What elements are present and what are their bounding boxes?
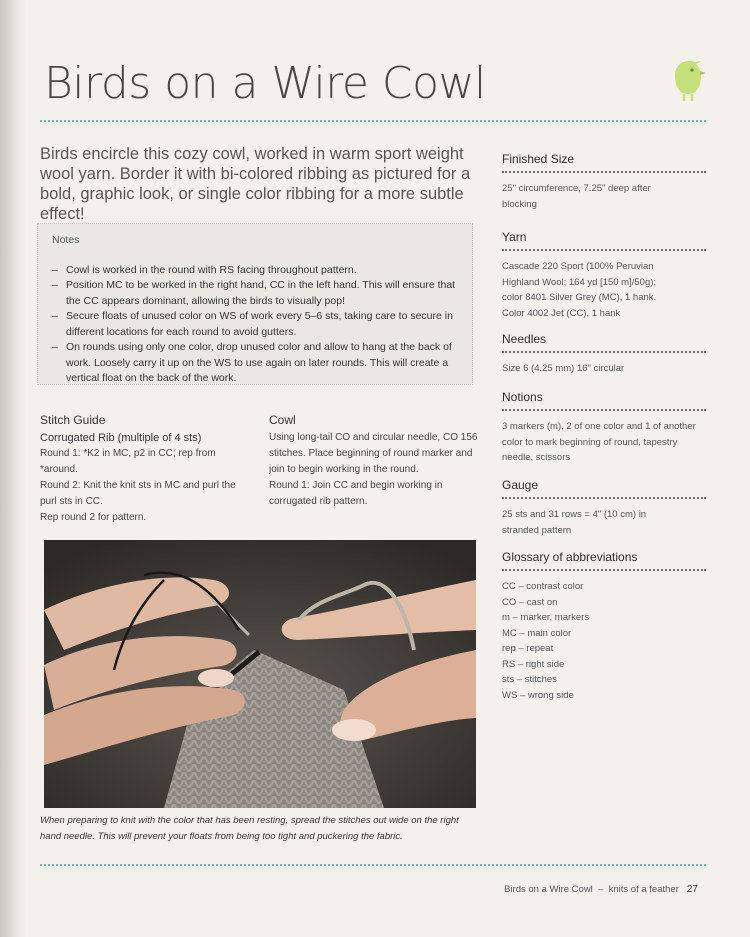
needles-section bbox=[502, 332, 706, 390]
notes-title: Notes bbox=[52, 234, 80, 246]
section-body: 25" circumference, 7.25" deep after blocking bbox=[502, 183, 651, 210]
list-item: – Secure floats of unused color on WS of work every 5–6 sts, taking care to secure in different locations for each round to avoid gutters. bbox=[52, 309, 462, 340]
photo-caption: When preparing to knit with the color that has been resting, spread the stitches out wide on the right hand needle. This will prevent your floats from being too tight and puckering the fabric. bbox=[40, 815, 459, 842]
stitch-guide-line: Rep round 2 for pattern. bbox=[40, 512, 147, 523]
notes-list bbox=[52, 263, 462, 387]
cowl-text: Using long-tail CO and circular needle, CO 156 stitches. Place beginning of round marker and join to begin working in the round. bbox=[269, 432, 478, 475]
cowl-title: Cowl bbox=[269, 413, 296, 427]
finished-size-section bbox=[502, 152, 706, 230]
list-item: sts – stitches bbox=[502, 674, 557, 685]
section-title: Finished Size bbox=[502, 152, 706, 173]
notions-section bbox=[502, 390, 706, 478]
stitch-guide bbox=[40, 412, 250, 526]
knitting-photo bbox=[44, 540, 476, 808]
section-body: Size 6 (4.25 mm) 16" circular bbox=[502, 363, 625, 374]
footer-text: Birds on a Wire Cowl – knits of a feather bbox=[504, 884, 679, 895]
section-body: Cascade 220 Sport (100% Peruvian Highland Wool; 164 yd [150 m]/50g); color 8401 Silver Grey (MC), 1 hank. Color 4002 Jet (CC), 1 hank bbox=[502, 261, 657, 319]
page-footer bbox=[504, 884, 698, 895]
section-title: Notions bbox=[502, 390, 706, 411]
list-item: – Cowl is worked in the round with RS facing throughout pattern. bbox=[52, 263, 462, 279]
bird-icon bbox=[669, 58, 707, 102]
list-item: RS – right side bbox=[502, 658, 565, 670]
list-item: m – marker, markers bbox=[502, 612, 590, 623]
stitch-guide-line: Round 2: Knit the knit sts in MC and purl the purl sts in CC. bbox=[40, 480, 236, 507]
footer-divider bbox=[40, 864, 706, 866]
list-item: MC – main color bbox=[502, 627, 572, 639]
section-body: 25 sts and 31 rows = 4" (10 cm) in stranded pattern bbox=[502, 509, 647, 536]
section-title: Glossary of abbreviations bbox=[502, 550, 706, 571]
cowl-text: Round 1: Join CC and begin working in corrugated rib pattern. bbox=[269, 480, 443, 507]
list-item: CO – cast on bbox=[502, 596, 558, 608]
stitch-guide-line: Round 1: *K2 in MC, p2 in CC; rep from *around. bbox=[40, 448, 216, 475]
page-title: Birds on a Wire Cowl bbox=[44, 58, 486, 109]
section-title: Yarn bbox=[502, 230, 706, 251]
page-gutter-shadow bbox=[0, 0, 26, 937]
glossary-list bbox=[502, 571, 706, 703]
glossary-section bbox=[502, 550, 706, 703]
sidebar bbox=[502, 152, 706, 703]
list-item: CC – contrast color bbox=[502, 581, 584, 592]
section-body: 3 markers (m), 2 of one color and 1 of another color to mark beginning of round, tapestry needle, scissors bbox=[502, 421, 696, 463]
page-number: 27 bbox=[686, 884, 698, 895]
notes-box bbox=[37, 223, 473, 385]
gauge-section bbox=[502, 478, 706, 550]
section-title: Gauge bbox=[502, 478, 706, 499]
intro-paragraph: Birds encircle this cozy cowl, worked in warm sport weight wool yarn. Border it with bi-colored ribbing as pictured for a bold, graphic look, or single color ribbing for a more subtle effect! bbox=[40, 145, 471, 223]
list-item: WS – wrong side bbox=[502, 689, 574, 701]
stitch-guide-subtitle: Corrugated Rib (multiple of 4 sts) bbox=[40, 432, 202, 444]
list-item: rep – repeat bbox=[502, 643, 554, 654]
stitch-guide-title: Stitch Guide bbox=[40, 413, 106, 427]
section-title: Needles bbox=[502, 332, 706, 353]
title-divider bbox=[40, 120, 706, 122]
yarn-section bbox=[502, 230, 706, 332]
knitting-photo-illustration bbox=[44, 540, 476, 808]
cowl-instructions bbox=[269, 412, 479, 510]
list-item: – On rounds using only one color, drop unused color and allow to hang at the back of work. Loosely carry it up on the WS to use again on later rounds. This will create a vertical float on the back of the work. bbox=[52, 340, 462, 387]
list-item: – Position MC to be worked in the right hand, CC in the left hand. This will ensure that the CC appears dominant, allowing the birds to visually pop! bbox=[52, 278, 462, 309]
